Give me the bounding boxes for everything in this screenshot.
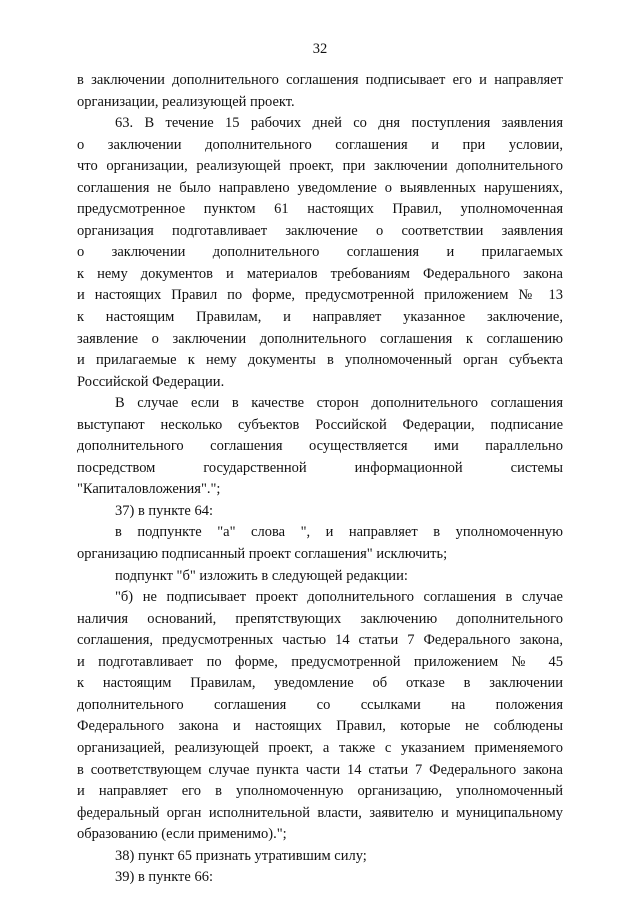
- text-line: о заключении дополнительного соглашения и при условии,: [77, 136, 563, 153]
- document-body: [77, 70, 563, 889]
- text-line: "б) не подписывает проект дополнительного соглашения в случае: [115, 589, 563, 606]
- text-line: Российской Федерации.: [77, 373, 225, 390]
- text-line: посредством государственной информационной системы: [77, 459, 563, 476]
- page-number: 32: [312, 41, 328, 57]
- text-line: 39) в пункте 66:: [115, 869, 213, 886]
- text-line: образованию (если применимо).";: [77, 826, 287, 843]
- text-line: к нему документов и материалов требованиям Федерального закона: [77, 265, 563, 282]
- text-line: подпункт "б" изложить в следующей редакции:: [115, 567, 408, 584]
- text-line: в заключении дополнительного соглашения подписывает его и направляет: [77, 72, 563, 88]
- text-line: предусмотренное пунктом 61 настоящих Правил, уполномоченная: [77, 201, 563, 218]
- text-line: 63. В течение 15 рабочих дней со дня поступления заявления: [115, 115, 563, 132]
- text-line: и подготавливает по форме, предусмотренной приложением № 45: [77, 653, 563, 670]
- text-line: и направляет его в уполномоченную организацию, уполномоченный: [77, 783, 563, 800]
- text-line: организация подготавливает заключение о соответствии заявления: [77, 222, 563, 239]
- text-line: о заключении дополнительного соглашения и прилагаемых: [77, 244, 563, 261]
- text-line: организации, реализующей проект.: [77, 93, 295, 110]
- text-line: В случае если в качестве сторон дополнительного соглашения: [115, 395, 563, 412]
- text-line: организацией, реализующей проект, а также с указанием применяемого: [77, 739, 563, 756]
- text-line: в подпункте "а" слова ", и направляет в уполномоченную: [115, 524, 563, 541]
- text-line: наличия оснований, препятствующих заключению дополнительного: [77, 610, 563, 627]
- text-line: дополнительного соглашения со ссылками на положения: [77, 696, 563, 713]
- text-line: и настоящих Правил по форме, предусмотренной приложением № 13: [77, 287, 563, 304]
- text-line: к настоящим Правилам, и направляет указанное заключение,: [77, 309, 563, 326]
- text-line: "Капиталовложения".";: [77, 481, 221, 498]
- text-line: Федерального закона и настоящих Правил, которые не соблюдены: [77, 718, 563, 735]
- text-line: в соответствующем случае пункта части 14 статьи 7 Федерального закона: [77, 761, 563, 778]
- text-line: выступают несколько субъектов Российской Федерации, подписание: [77, 416, 563, 433]
- text-line: организацию подписанный проект соглашения" исключить;: [77, 546, 448, 563]
- text-line: федеральный орган исполнительной власти, заявителю и муниципальному: [77, 804, 563, 821]
- text-line: и прилагаемые к нему документы в уполномоченный орган субъекта: [77, 352, 563, 369]
- text-line: 38) пункт 65 признать утратившим силу;: [115, 847, 367, 864]
- text-line: заявление о заключении дополнительного соглашения к соглашению: [77, 330, 563, 347]
- text-line: что организации, реализующей проект, при заключении дополнительного: [77, 158, 563, 175]
- text-line: соглашения не было направлено уведомление о выявленных нарушениях,: [77, 179, 563, 196]
- text-line: дополнительного соглашения осуществляется ими параллельно: [77, 438, 563, 455]
- text-line: соглашения, предусмотренных частью 14 статьи 7 Федерального закона,: [77, 632, 563, 649]
- text-line: к настоящим Правилам, уведомление об отказе в заключении: [77, 675, 563, 692]
- text-line: 37) в пункте 64:: [115, 502, 213, 519]
